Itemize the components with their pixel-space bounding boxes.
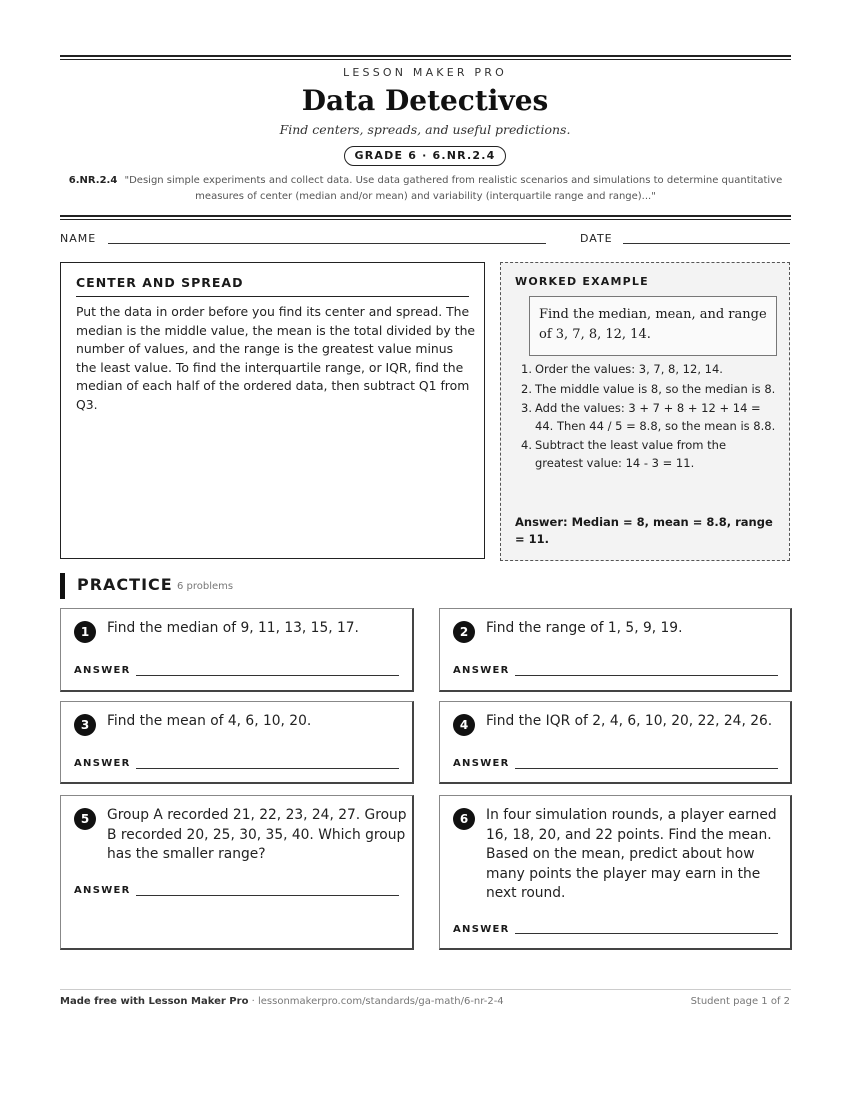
worked-example-answer: Answer: Median = 8, mean = 8.8, range = 11. bbox=[515, 515, 773, 546]
problem-card-4 bbox=[439, 701, 792, 784]
problem-card-3 bbox=[60, 701, 414, 784]
problem-card-6 bbox=[439, 795, 792, 950]
worked-example-title: WORKED EXAMPLE bbox=[515, 275, 649, 288]
worked-example-box bbox=[500, 262, 790, 561]
problem-card-1 bbox=[60, 608, 414, 692]
name-line[interactable] bbox=[108, 243, 546, 244]
footer-rule bbox=[60, 989, 791, 990]
problem-text: In four simulation rounds, a player earned 16, 18, 20, and 22 points. Find the mean. Based on the mean, predict about how many points the player may earn in the next round. bbox=[486, 807, 777, 901]
answer-label: ANSWER bbox=[453, 924, 510, 935]
answer-label: ANSWER bbox=[453, 665, 510, 676]
concept-title: CENTER AND SPREAD bbox=[76, 275, 244, 290]
problem-text: Find the IQR of 2, 4, 6, 10, 20, 22, 24, 26. bbox=[486, 713, 773, 729]
header-bottom-rule bbox=[60, 215, 791, 217]
answer-label: ANSWER bbox=[74, 885, 131, 896]
answer-line[interactable] bbox=[515, 768, 778, 769]
answer-line[interactable] bbox=[515, 675, 778, 676]
answer-line[interactable] bbox=[515, 933, 778, 934]
worked-example-problem-text: Find the median, mean, and range of 3, 7, 8, 12, 14. bbox=[539, 307, 767, 342]
answer-label: ANSWER bbox=[74, 758, 131, 769]
problem-text: Find the median of 9, 11, 13, 15, 17. bbox=[107, 620, 359, 636]
step-text: Order the values: 3, 7, 8, 12, 14. bbox=[535, 362, 723, 376]
step-item bbox=[515, 400, 777, 435]
problem-number: 6 bbox=[453, 808, 475, 830]
problem-number: 2 bbox=[453, 621, 475, 643]
footer-url[interactable]: · lessonmakerpro.com/standards/ga-math/6-nr-2-4 bbox=[248, 996, 504, 1007]
name-label: NAME bbox=[60, 232, 97, 245]
standard-description bbox=[68, 173, 783, 205]
problem-text: Find the range of 1, 5, 9, 19. bbox=[486, 620, 683, 636]
practice-count: 6 problems bbox=[177, 581, 234, 592]
step-number: 3. bbox=[521, 401, 532, 415]
footer-credit bbox=[60, 996, 504, 1007]
concept-box bbox=[60, 262, 485, 559]
problem-number: 3 bbox=[74, 714, 96, 736]
step-item bbox=[515, 361, 777, 379]
date-line[interactable] bbox=[623, 243, 790, 244]
step-text: Subtract the least value from the greatest value: 14 - 3 = 11. bbox=[535, 438, 727, 470]
grade-badge: GRADE 6 · 6.NR.2.4 bbox=[344, 146, 506, 166]
concept-body: Put the data in order before you find its center and spread. The median is the middle value, the mean is the total divided by the number of values, and the range is the greatest value minus the least value. To find the interquartile range, or IQR, find the median of each half of the ordered data, then subtract Q1 from Q3. bbox=[76, 304, 476, 412]
concept-divider bbox=[76, 296, 469, 297]
standard-code: 6.NR.2.4 bbox=[68, 175, 118, 186]
step-item bbox=[515, 381, 777, 399]
step-text: The middle value is 8, so the median is 8. bbox=[535, 381, 776, 396]
worked-example-problem bbox=[529, 296, 777, 356]
brand-name: LESSON MAKER PRO bbox=[343, 66, 507, 79]
step-number: 4. bbox=[521, 438, 532, 452]
practice-title: PRACTICE bbox=[77, 575, 173, 594]
step-text: Add the values: 3 + 7 + 8 + 12 + 14 = 44. Then 44 / 5 = 8.8, so the mean is 8.8. bbox=[535, 401, 776, 433]
page-subtitle: Find centers, spreads, and useful predictions. bbox=[279, 122, 571, 137]
page-title: Data Detectives bbox=[301, 84, 549, 117]
problem-card-5 bbox=[60, 795, 414, 950]
problem-text: Find the mean of 4, 6, 10, 20. bbox=[107, 713, 312, 729]
step-number: 2. bbox=[521, 381, 532, 396]
footer-made-with: Made free with Lesson Maker Pro bbox=[60, 996, 249, 1007]
answer-line[interactable] bbox=[136, 768, 399, 769]
worked-example-steps bbox=[515, 361, 777, 474]
problem-card-2 bbox=[439, 608, 792, 692]
footer-page-number: Student page 1 of 2 bbox=[690, 996, 790, 1007]
standard-text: "Design simple experiments and collect data. Use data gathered from realistic scenarios and simulations to determine quantitative measures of center (median and/or mean) and variability (interquartile range and range)..." bbox=[124, 175, 783, 202]
answer-line[interactable] bbox=[136, 675, 399, 676]
practice-accent-bar bbox=[60, 573, 65, 599]
answer-label: ANSWER bbox=[74, 665, 131, 676]
step-item bbox=[515, 437, 777, 472]
problem-text: Group A recorded 21, 22, 23, 24, 27. Group B recorded 20, 25, 30, 35, 40. Which group has the smaller range? bbox=[107, 807, 407, 862]
date-label: DATE bbox=[580, 232, 613, 245]
problem-number: 4 bbox=[453, 714, 475, 736]
top-rule bbox=[60, 55, 791, 57]
problem-number: 1 bbox=[74, 621, 96, 643]
step-number: 1. bbox=[521, 362, 532, 376]
answer-label: ANSWER bbox=[453, 758, 510, 769]
answer-line[interactable] bbox=[136, 895, 399, 896]
problem-number: 5 bbox=[74, 808, 96, 830]
